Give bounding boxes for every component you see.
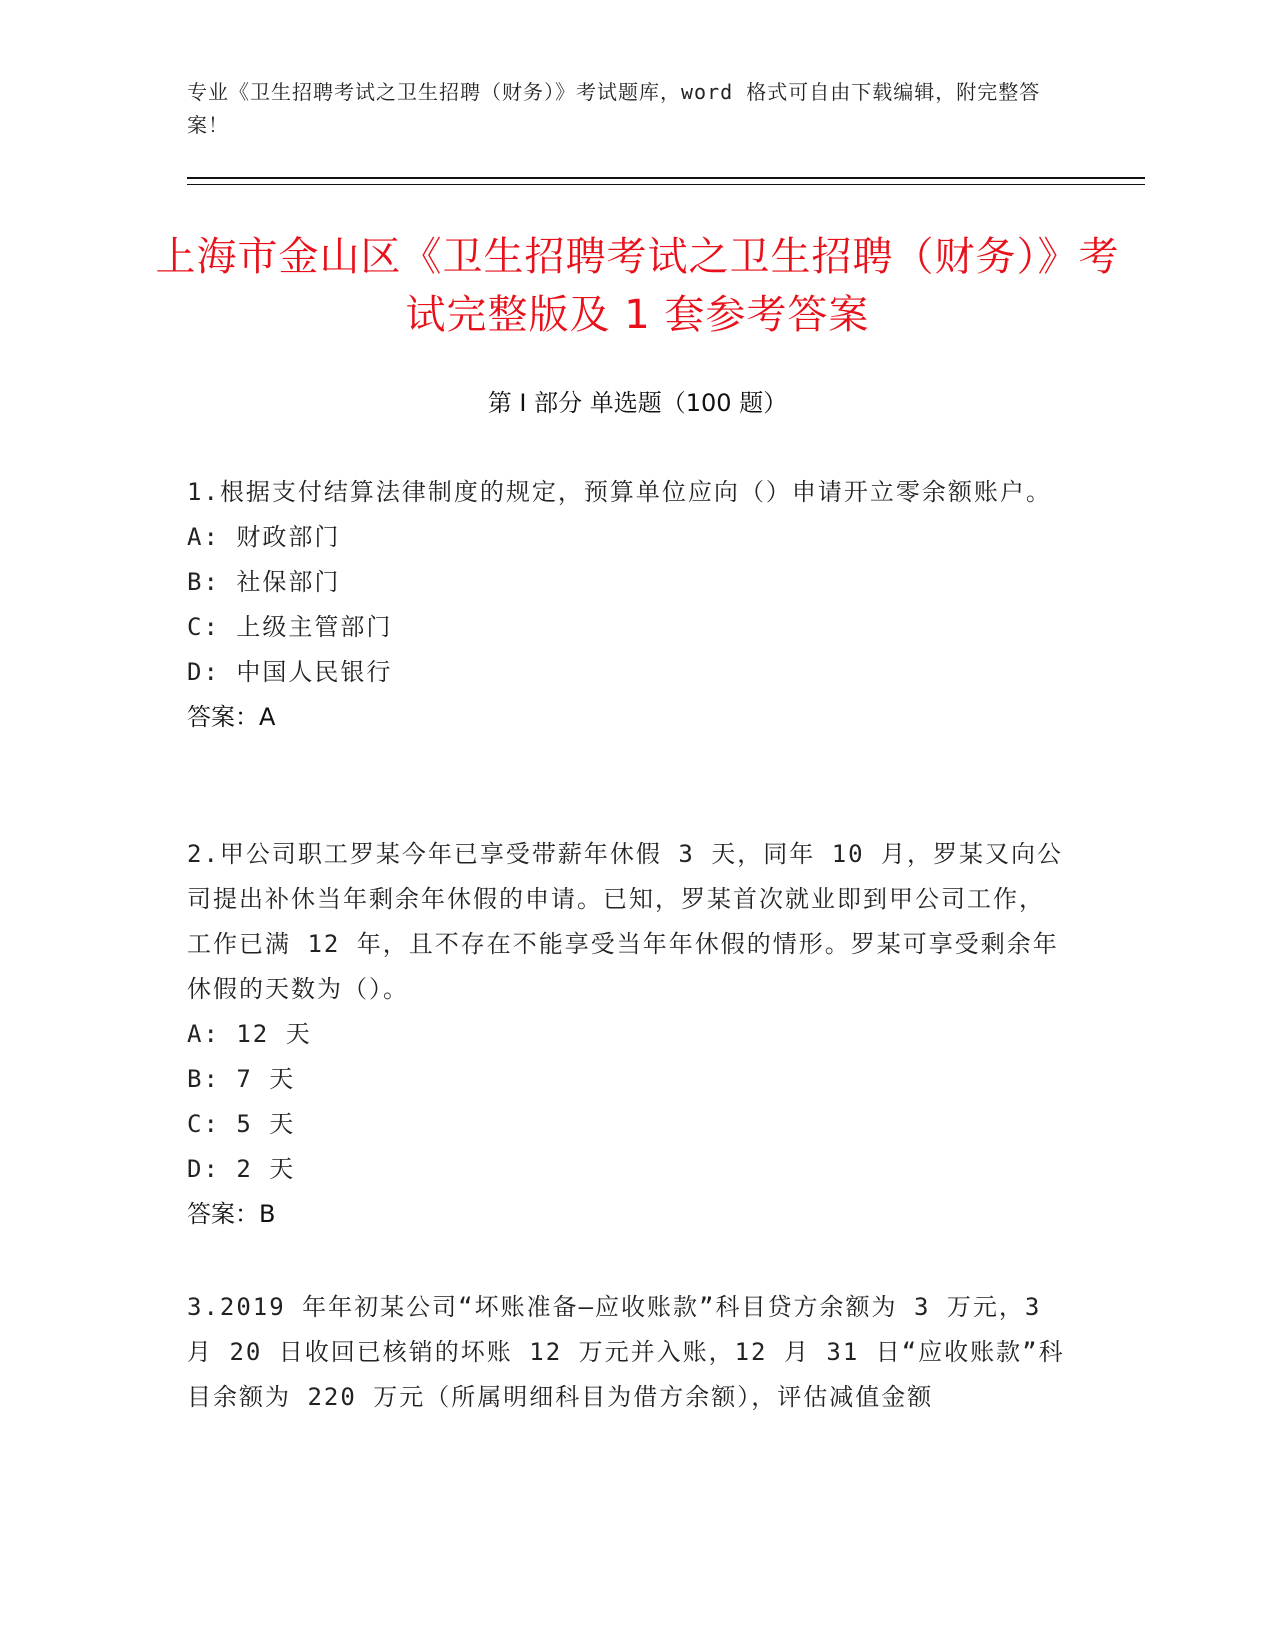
option-a: A: 12 天 (187, 1020, 312, 1048)
answer-line: 答案：A (187, 703, 276, 731)
question-block (187, 470, 1067, 740)
question-block (187, 832, 1067, 1237)
option-d: D: 中国人民银行 (187, 658, 393, 686)
question-text: 3.2019 年年初某公司“坏账准备—应收账款”科目贷方余额为 3 万元，3 月 20 日收回已核销的坏账 12 万元并入账，12 月 31 日“应收账款”科目余额为 220 万元（所属明细科目为借方余额），评估减值金额 (187, 1293, 1065, 1411)
answer-line: 答案：B (187, 1200, 276, 1228)
header-note: 专业《卫生招聘考试之卫生招聘（财务）》考试题库，word 格式可自由下载编辑，附完整答案！ (187, 80, 1041, 137)
option-d: D: 2 天 (187, 1155, 296, 1183)
option-b: B: 7 天 (187, 1065, 296, 1093)
header-divider-thin (187, 184, 1145, 185)
option-b: B: 社保部门 (187, 568, 341, 596)
option-a: A: 财政部门 (187, 523, 341, 551)
question-text: 2.甲公司职工罗某今年已享受带薪年休假 3 天，同年 10 月，罗某又向公司提出补休当年剩余年休假的申请。已知，罗某首次就业即到甲公司工作，工作已满 12 年，且不存在不能享受当年年休假的情形。罗某可享受剩余年休假的天数为（）。 (187, 840, 1064, 1003)
option-c: C: 上级主管部门 (187, 613, 393, 641)
question-block (187, 1285, 1067, 1420)
document-title: 上海市金山区《卫生招聘考试之卫生招聘（财务）》考试完整版及 1 套参考答案 (155, 234, 1120, 338)
question-text: 1.根据支付结算法律制度的规定，预算单位应向（）申请开立零余额账户。 (187, 478, 1052, 506)
section-heading: 第 I 部分 单选题（100 题） (487, 389, 788, 417)
option-c: C: 5 天 (187, 1110, 296, 1138)
header-divider-thick (187, 177, 1145, 179)
